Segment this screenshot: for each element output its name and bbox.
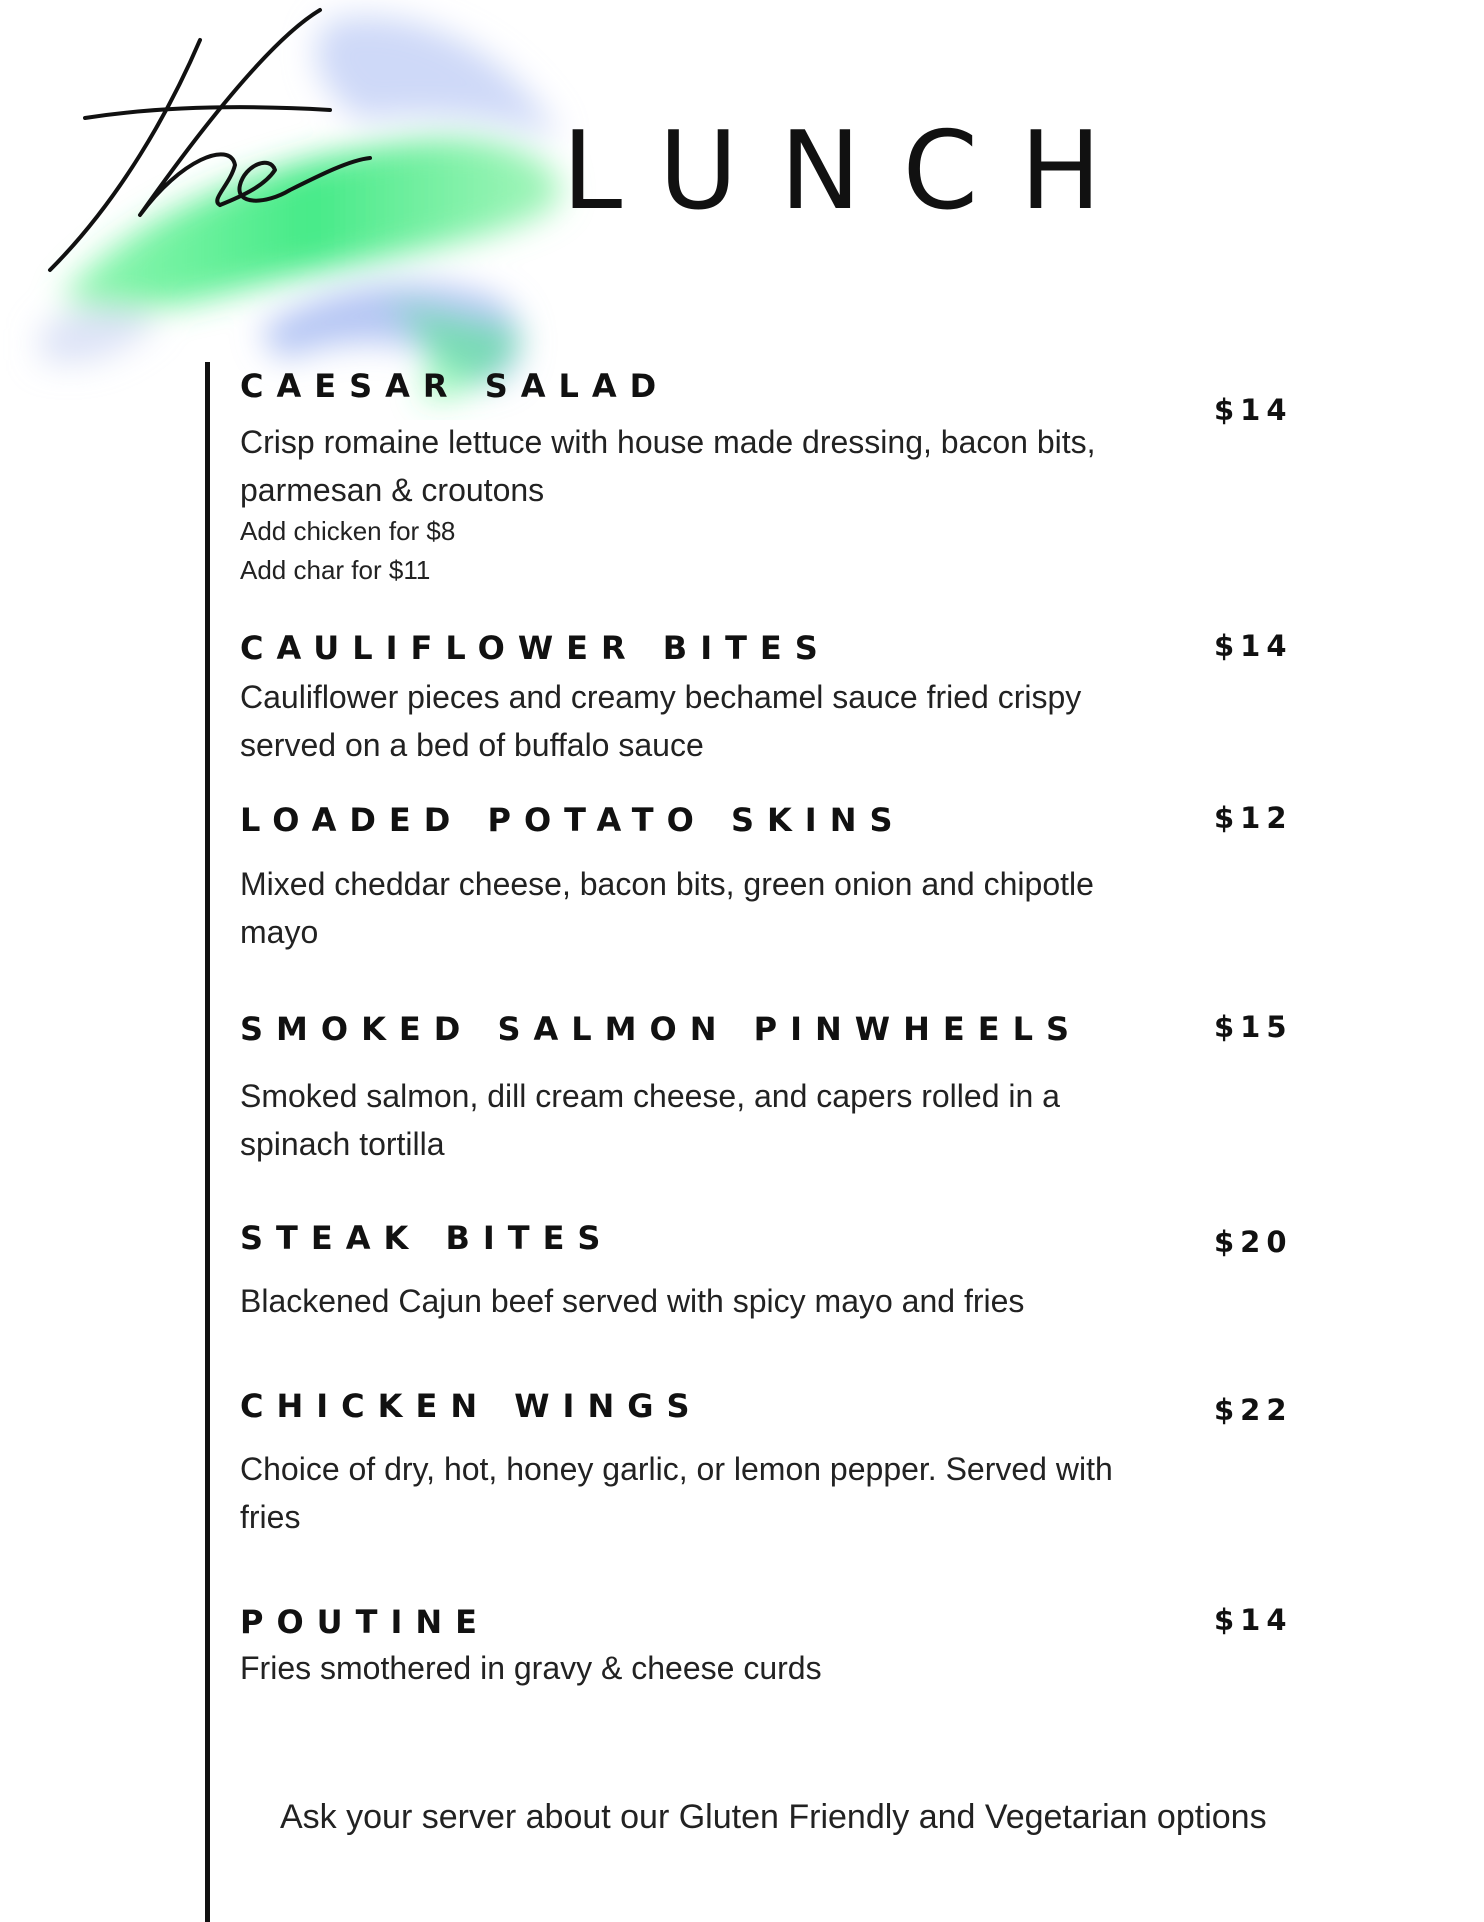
dietary-options-note: Ask your server about our Gluten Friendly and Vegetarian options <box>280 1798 1267 1836</box>
menu-item-price: $14 <box>1214 393 1293 427</box>
menu-item-description: Cauliflower pieces and creamy bechamel sauce fried crispy served on a bed of buffalo sauce <box>240 679 1082 763</box>
menu-item-addon: Add char for $11 <box>240 555 431 585</box>
menu-item-price: $20 <box>1214 1225 1293 1259</box>
menu-item-name: CAULIFLOWER BITES <box>240 629 831 667</box>
script-the-logo <box>30 0 390 290</box>
vertical-divider <box>205 362 210 1922</box>
menu-item-price: $15 <box>1214 1010 1293 1044</box>
menu-item-name: LOADED POTATO SKINS <box>240 801 906 839</box>
menu-title: LUNCH <box>562 109 1144 234</box>
menu-item-name: CAESAR SALAD <box>240 367 670 405</box>
menu-item-name: POUTINE <box>240 1603 491 1641</box>
menu-item-description: Smoked salmon, dill cream cheese, and capers rolled in a spinach tortilla <box>240 1078 1060 1162</box>
menu-item-description: Mixed cheddar cheese, bacon bits, green onion and chipotle mayo <box>240 866 1094 950</box>
menu-item-name: SMOKED SALMON PINWHEELS <box>240 1010 1082 1048</box>
menu-item-price: $12 <box>1214 801 1293 835</box>
menu-item-price: $14 <box>1214 629 1293 663</box>
menu-item-description: Fries smothered in gravy & cheese curds <box>240 1650 822 1686</box>
menu-item-name: CHICKEN WINGS <box>240 1387 703 1425</box>
menu-item-description: Blackened Cajun beef served with spicy mayo and fries <box>240 1283 1025 1319</box>
menu-item-description: Choice of dry, hot, honey garlic, or lemon pepper. Served with fries <box>240 1451 1113 1535</box>
menu-item-description: Crisp romaine lettuce with house made dressing, bacon bits, parmesan & croutons <box>240 424 1096 508</box>
menu-item-name: STEAK BITES <box>240 1219 614 1257</box>
menu-item-price: $22 <box>1214 1393 1293 1427</box>
menu-item-addon: Add chicken for $8 <box>240 516 456 546</box>
menu-item-price: $14 <box>1214 1603 1293 1637</box>
